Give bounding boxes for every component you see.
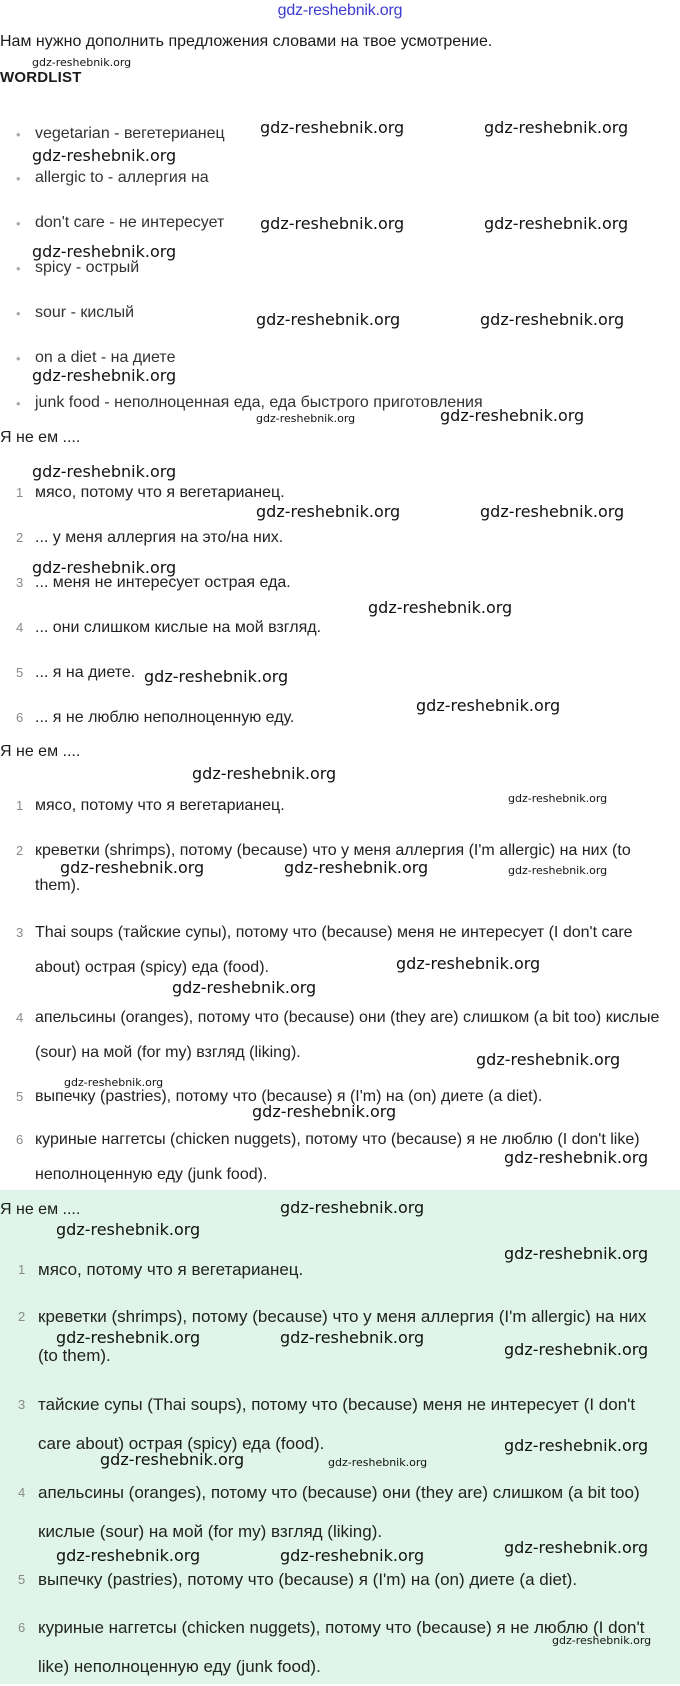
watermark: gdz-reshebnik.org xyxy=(280,1546,425,1565)
section2-title: Я не ем .... xyxy=(0,743,81,760)
watermark: gdz-reshebnik.org xyxy=(416,696,561,715)
wordlist-item: • don't care - не интересует xyxy=(35,214,224,232)
watermark: gdz-reshebnik.org xyxy=(32,56,132,69)
list-number: 4 xyxy=(18,1485,26,1500)
watermark: gdz-reshebnik.org xyxy=(144,667,289,686)
wordlist-item: • on a diet - на диете xyxy=(35,349,175,367)
wordlist-title: WORDLIST xyxy=(0,69,82,86)
watermark: gdz-reshebnik.org xyxy=(484,214,629,233)
watermark: gdz-reshebnik.org xyxy=(368,598,513,617)
watermark: gdz-reshebnik.org xyxy=(504,1148,649,1167)
wordlist-item: • allergic to - аллергия на xyxy=(35,169,209,187)
list-item xyxy=(16,610,665,645)
list-number: 1 xyxy=(16,485,24,500)
list-item-text: мясо, потому что я вегетарианец. xyxy=(38,1260,304,1279)
watermark: gdz-reshebnik.org xyxy=(32,462,177,481)
list-number: 2 xyxy=(16,843,24,858)
watermark: gdz-reshebnik.org xyxy=(192,764,337,783)
list-item-text: ... меня не интересует острая еда. xyxy=(35,574,291,591)
list-number: 5 xyxy=(18,1572,26,1587)
watermark: gdz-reshebnik.org xyxy=(484,118,629,137)
list-item xyxy=(16,655,665,690)
watermark: gdz-reshebnik.org xyxy=(256,502,401,521)
section1-title: Я не ем .... xyxy=(0,429,81,446)
watermark: gdz-reshebnik.org xyxy=(56,1546,201,1565)
list-number: 2 xyxy=(16,530,24,545)
list-number: 4 xyxy=(16,620,24,635)
list-item-text: ... они слишком кислые на мой взгляд. xyxy=(35,619,322,636)
list-item-text: креветки (shrimps), потому (because) что у меня аллергия (I'm allergic) на них (to them). xyxy=(35,842,631,894)
list-item-text: ... я на диете. xyxy=(35,664,136,681)
watermark: gdz-reshebnik.org xyxy=(396,954,541,973)
list-item-text: выпечку (pastries), потому что (because) я (I'm) на (on) диете (a diet). xyxy=(38,1570,578,1589)
site-header-link[interactable]: gdz-reshebnik.org xyxy=(277,2,403,19)
list-item-text: апельсины (oranges), потому что (because) они (they are) слишком (a bit too) кислые (sour) на мой (for my) взгляд (liking). xyxy=(38,1483,640,1541)
watermark: gdz-reshebnik.org xyxy=(172,978,317,997)
list-number: 4 xyxy=(16,1010,24,1025)
list-item xyxy=(16,700,665,735)
list-number: 3 xyxy=(18,1397,26,1412)
watermark: gdz-reshebnik.org xyxy=(56,1328,201,1347)
watermark: gdz-reshebnik.org xyxy=(504,1436,649,1455)
watermark: gdz-reshebnik.org xyxy=(260,214,405,233)
watermark: gdz-reshebnik.org xyxy=(480,502,625,521)
list-item-text: ... я не люблю неполноценную еду. xyxy=(35,709,295,726)
list-number: 6 xyxy=(16,710,24,725)
list-item-text: апельсины (oranges), потому что (because) они (they are) слишком (a bit too) кислые (sour) на мой (for my) взгляд (liking). xyxy=(35,1009,660,1061)
watermark: gdz-reshebnik.org xyxy=(60,858,205,877)
watermark: gdz-reshebnik.org xyxy=(504,1244,649,1263)
list-item xyxy=(16,915,665,985)
list-item-text: ... у меня аллергия на это/на них. xyxy=(35,529,284,546)
list-number: 3 xyxy=(16,575,24,590)
watermark: gdz-reshebnik.org xyxy=(440,406,585,425)
watermark: gdz-reshebnik.org xyxy=(508,792,608,805)
list-item-text: выпечку (pastries), потому что (because) я (I'm) на (on) диете (a diet). xyxy=(35,1088,543,1105)
list-item-text: креветки (shrimps), потому (because) что у меня аллергия (I'm allergic) на них (to them). xyxy=(38,1307,647,1365)
watermark: gdz-reshebnik.org xyxy=(328,1456,428,1469)
list-number: 1 xyxy=(18,1262,26,1277)
watermark: gdz-reshebnik.org xyxy=(552,1634,652,1647)
watermark: gdz-reshebnik.org xyxy=(256,412,356,425)
watermark: gdz-reshebnik.org xyxy=(256,310,401,329)
list-item-text: тайские супы (Thai soups), потому что (because) меня не интересует (I don't care about) острая (spicy) еда (food). xyxy=(38,1395,636,1453)
list-item-text: куриные наггетсы (chicken nuggets), потому что (because) я не люблю (I don't like) неполноценную еду (junk food). xyxy=(38,1618,645,1676)
wordlist-item: • sour - кислый xyxy=(35,304,134,322)
list-number: 3 xyxy=(16,925,24,940)
watermark: gdz-reshebnik.org xyxy=(32,146,177,165)
watermark: gdz-reshebnik.org xyxy=(32,558,177,577)
list-number: 5 xyxy=(16,665,24,680)
list-number: 6 xyxy=(18,1620,26,1635)
watermark: gdz-reshebnik.org xyxy=(260,118,405,137)
list-number: 6 xyxy=(16,1132,24,1147)
list-number: 5 xyxy=(16,1089,24,1104)
intro-text: Нам нужно дополнить предложения словами на твое усмотрение. xyxy=(0,33,493,50)
watermark: gdz-reshebnik.org xyxy=(280,1328,425,1347)
wordlist-item: • vegetarian - вегетерианец xyxy=(35,125,225,143)
watermark: gdz-reshebnik.org xyxy=(32,366,177,385)
list-item xyxy=(18,1560,670,1599)
list-item-text: Thai soups (тайские супы), потому что (because) меня не интересует (I don't care about) острая (spicy) еда (food). xyxy=(35,924,633,976)
watermark: gdz-reshebnik.org xyxy=(56,1220,201,1239)
watermark: gdz-reshebnik.org xyxy=(476,1050,621,1069)
list-number: 1 xyxy=(16,798,24,813)
watermark: gdz-reshebnik.org xyxy=(504,1340,649,1359)
watermark: gdz-reshebnik.org xyxy=(480,310,625,329)
watermark: gdz-reshebnik.org xyxy=(32,242,177,261)
watermark: gdz-reshebnik.org xyxy=(504,1538,649,1557)
list-item xyxy=(16,520,665,555)
watermark: gdz-reshebnik.org xyxy=(100,1450,245,1469)
wordlist-item: • spicy - острый xyxy=(35,259,139,277)
watermark: gdz-reshebnik.org xyxy=(252,1102,397,1121)
section3-title: Я не ем .... xyxy=(0,1201,81,1218)
wordlist-item: • junk food - неполноценная еда, еда быстрого приготовления xyxy=(35,394,483,412)
list-number: 2 xyxy=(18,1309,26,1324)
watermark: gdz-reshebnik.org xyxy=(284,858,429,877)
watermark: gdz-reshebnik.org xyxy=(280,1198,425,1217)
watermark: gdz-reshebnik.org xyxy=(64,1076,164,1089)
watermark: gdz-reshebnik.org xyxy=(508,864,608,877)
list-item xyxy=(18,1608,670,1686)
list-item-text: куриные наггетсы (chicken nuggets), потому что (because) я не люблю (I don't like) неполноценную еду (junk food). xyxy=(35,1131,640,1183)
list-item-text: мясо, потому что я вегетарианец. xyxy=(35,484,285,501)
list-item-text: мясо, потому что я вегетарианец. xyxy=(35,797,285,814)
